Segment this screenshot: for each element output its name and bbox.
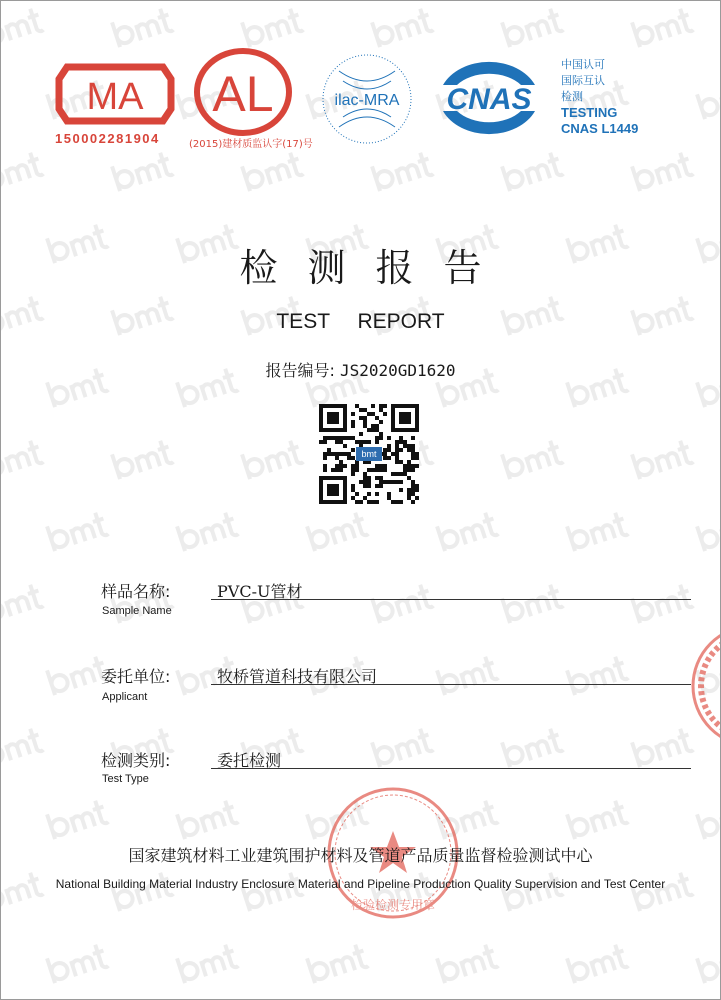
applicant-label-en: Applicant — [102, 691, 148, 703]
watermark — [108, 2, 179, 52]
seal-text: 检验检测专用章 — [350, 898, 436, 912]
watermark — [238, 146, 309, 196]
sample-name-value: PVC-U管材 — [217, 582, 303, 601]
watermark — [108, 866, 179, 916]
watermark — [498, 434, 569, 484]
cal-logo — [193, 47, 293, 137]
watermark — [628, 146, 699, 196]
cma-text: MA — [86, 76, 144, 118]
cnas-side-line: CNAS L1449 — [561, 121, 639, 136]
cal-text: AL — [212, 66, 274, 122]
page-title: 检测报告 — [239, 246, 512, 290]
watermark — [433, 938, 504, 988]
applicant-value: 牧桥管道科技有限公司 — [217, 667, 378, 686]
watermark — [0, 866, 48, 916]
divider — [211, 684, 691, 685]
cnas-side-line: 国际互认 — [561, 74, 605, 87]
watermark — [0, 722, 48, 772]
report-number — [1, 358, 720, 381]
watermark — [303, 506, 374, 556]
watermark — [498, 866, 569, 916]
cnas-side-line: 中国认可 — [561, 58, 605, 71]
watermark — [693, 506, 721, 556]
watermark — [368, 2, 439, 52]
watermark — [563, 938, 634, 988]
watermark — [498, 578, 569, 628]
watermark — [173, 938, 244, 988]
ilac-text: ilac-MRA — [334, 92, 400, 109]
edge-seal — [689, 621, 721, 751]
watermark — [433, 506, 504, 556]
watermark — [368, 722, 439, 772]
watermark — [0, 146, 48, 196]
cal-number: (2015)建材质监认字(17)号 — [189, 139, 313, 150]
watermark — [43, 506, 114, 556]
report-number-value: JS2020GD1620 — [339, 361, 456, 380]
watermark — [628, 722, 699, 772]
watermark — [173, 794, 244, 844]
watermark — [43, 938, 114, 988]
cnas-side-line: TESTING — [561, 105, 618, 120]
cma-logo — [53, 59, 177, 129]
sample-name-label: 样品名称: — [101, 582, 171, 601]
cnas-logo — [433, 55, 545, 141]
watermark — [368, 146, 439, 196]
watermark — [238, 434, 309, 484]
watermark — [693, 74, 721, 124]
sample-name-label-en: Sample Name — [102, 605, 172, 617]
test-type-label-en: Test Type — [102, 773, 149, 785]
ilac-mra-logo — [319, 51, 415, 147]
qr-center-logo: bmt — [356, 447, 382, 461]
watermark — [433, 650, 504, 700]
watermark — [238, 2, 309, 52]
divider — [211, 599, 691, 600]
issuer-name-cn: 国家建筑材料工业建筑围护材料及管道产品质量监督检验测试中心 — [128, 846, 593, 865]
watermark — [628, 866, 699, 916]
watermark — [0, 578, 48, 628]
report-number-label: 报告编号: — [265, 361, 335, 380]
watermark — [498, 2, 569, 52]
watermark — [498, 722, 569, 772]
watermark — [303, 938, 374, 988]
watermark — [108, 146, 179, 196]
watermark — [628, 434, 699, 484]
watermark — [173, 506, 244, 556]
watermark — [628, 2, 699, 52]
cnas-side-line: 检测 — [561, 90, 583, 103]
watermark — [43, 794, 114, 844]
watermark — [108, 434, 179, 484]
cnas-text: CNAS — [446, 83, 532, 116]
applicant-label: 委托单位: — [101, 667, 171, 686]
watermark — [563, 650, 634, 700]
watermark — [238, 866, 309, 916]
watermark — [563, 506, 634, 556]
issuer-name-en: National Building Material Industry Enclosure Material and Pipeline Production Quality Supervision and Test Center — [55, 877, 666, 891]
watermark — [628, 578, 699, 628]
test-type-label: 检测类别: — [101, 751, 171, 770]
test-type-value: 委托检测 — [217, 751, 282, 770]
watermark — [498, 146, 569, 196]
page-subtitle: TEST REPORT — [276, 310, 445, 333]
watermark — [0, 2, 48, 52]
watermark — [563, 794, 634, 844]
watermark — [693, 794, 721, 844]
watermark — [368, 578, 439, 628]
cnas-side-text — [561, 57, 638, 137]
watermark — [693, 938, 721, 988]
divider — [211, 768, 691, 769]
cma-number: 150002281904 — [55, 131, 160, 146]
watermark — [0, 434, 48, 484]
